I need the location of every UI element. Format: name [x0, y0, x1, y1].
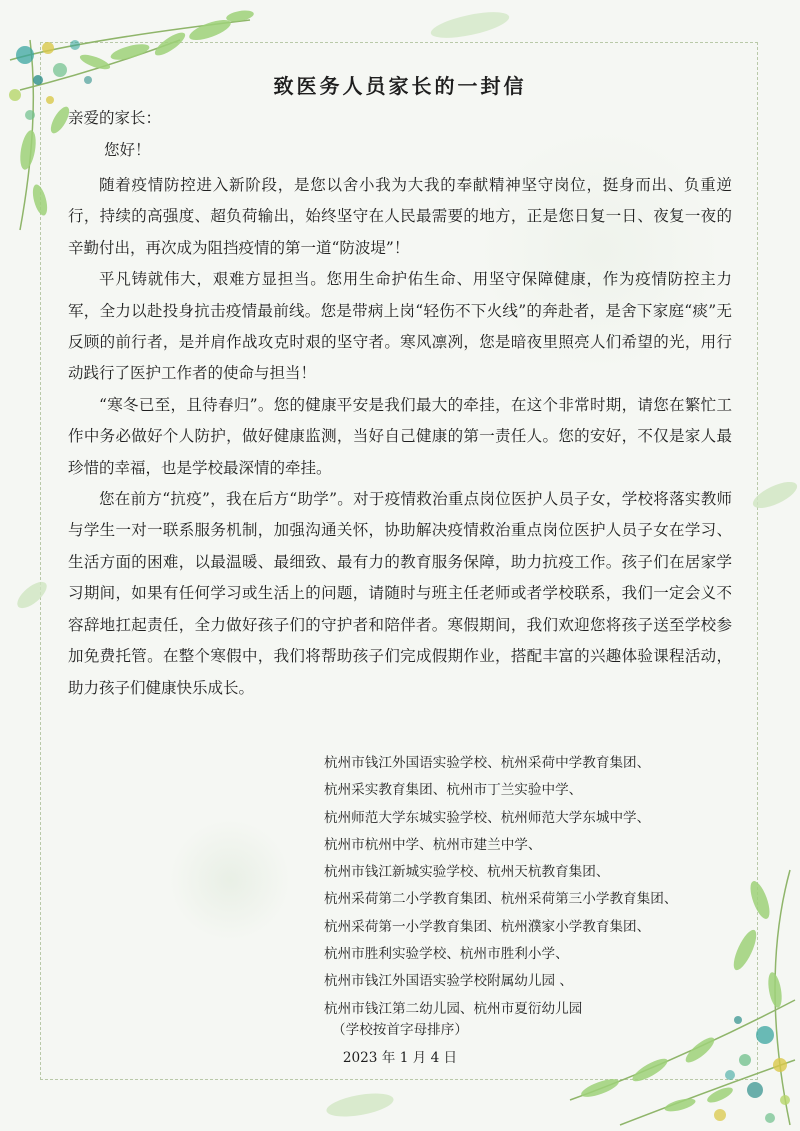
signer-line: 杭州采荷第一小学教育集团、杭州濮家小学教育集团、 — [324, 918, 651, 935]
leaf-decoration-right — [745, 470, 800, 520]
leaf-decoration-bottom — [320, 1085, 400, 1125]
signer-line: 杭州市钱江新城实验学校、杭州天杭教育集团、 — [324, 864, 610, 881]
paragraph-1: 随着疫情防控进入新阶段，是您以舍小我为大我的奉献精神坚守岗位，挺身而出、负重逆行，持续的高强度、超负荷输出，始终坚守在人民最需要的地方，正是您日复一日、夜复一夜的辛勤付出，再次成为阻挡疫情的第一道“防波堤”！ — [68, 176, 732, 257]
signer-line: 杭州市钱江外国语实验学校附属幼儿园 、 — [324, 973, 574, 990]
signer-line: 杭州市钱江外国语实验学校、杭州采荷中学教育集团、 — [324, 755, 651, 771]
letter-date: 2023 年 1 月 4 日 — [342, 1050, 458, 1066]
paragraph-2: 平凡铸就伟大，艰难方显担当。您用生命护佑生命、用坚守保障健康，作为疫情防控主力军，全力以赴投身抗击疫情最前线。您是带病上岗“轻伤不下火线”的奔赴者，是舍下家庭“痰”无反顾的前行者，是并肩作战攻克时艰的坚守者。寒风凛冽，您是暗夜里照亮人们希望的光，用行动践行了医护工作者的使命与担当！ — [68, 270, 732, 383]
greeting: 您好！ — [104, 141, 151, 159]
signer-line: 杭州市胜利实验学校、杭州市胜利小学、 — [324, 946, 569, 963]
signer-line: 杭州市钱江第二幼儿园、杭州市夏衍幼儿园 — [324, 1000, 583, 1017]
signer-line: 杭州采实教育集团、杭州市丁兰实验中学、 — [324, 782, 583, 799]
signer-line: 杭州采荷第二小学教育集团、杭州采荷第三小学教育集团、 — [324, 891, 678, 908]
paragraph-4: 您在前方“抗疫”，我在后方“助学”。对于疫情救治重点岗位医护人员子女，学校将落实教师与学生一对一联系服务机制，加强沟通关怀，协助解决疫情救治重点岗位医护人员子女在学习、生活方面的困难，以最温暖、最细致、最有力的教育服务保障，助力抗疫工作。孩子们在居家学习期间，如果有任何学习或生活上的问题，请随时与班主任老师或者学校联系，我们一定会义不容辞地扛起责任，全力做好孩子们的守护者和陪伴者。寒假期间，我们欢迎您将孩子送至学校参加免费托管。在整个寒假中，我们将帮助孩子们完成假期作业，搭配丰富的兴趣体验课程活动，助力孩子们健康快乐成长。 — [68, 490, 732, 697]
paragraph-3: “寒冬已至，且待春归”。您的健康平安是我们最大的牵挂，在这个非常时期，请您在繁忙工作中务必做好个人防护，做好健康监测，当好自己健康的第一责任人。您的安好，不仅是家人最珍惜的幸福，也是学校最深情的牵挂。 — [68, 395, 732, 477]
letter-title: 致医务人员家长的一封信 — [273, 74, 527, 98]
leaf-decoration-top — [420, 5, 520, 45]
signer-list — [324, 750, 744, 1023]
leaf-decoration-left — [10, 570, 55, 620]
salutation: 亲爱的家长： — [68, 109, 162, 127]
signer-line: 杭州师范大学东城实验学校、杭州师范大学东城中学、 — [324, 809, 651, 826]
signer-line: 杭州市杭州中学、杭州市建兰中学、 — [324, 836, 542, 853]
letter-body — [68, 170, 732, 704]
ordering-note: （学校按首字母排序） — [332, 1022, 468, 1038]
